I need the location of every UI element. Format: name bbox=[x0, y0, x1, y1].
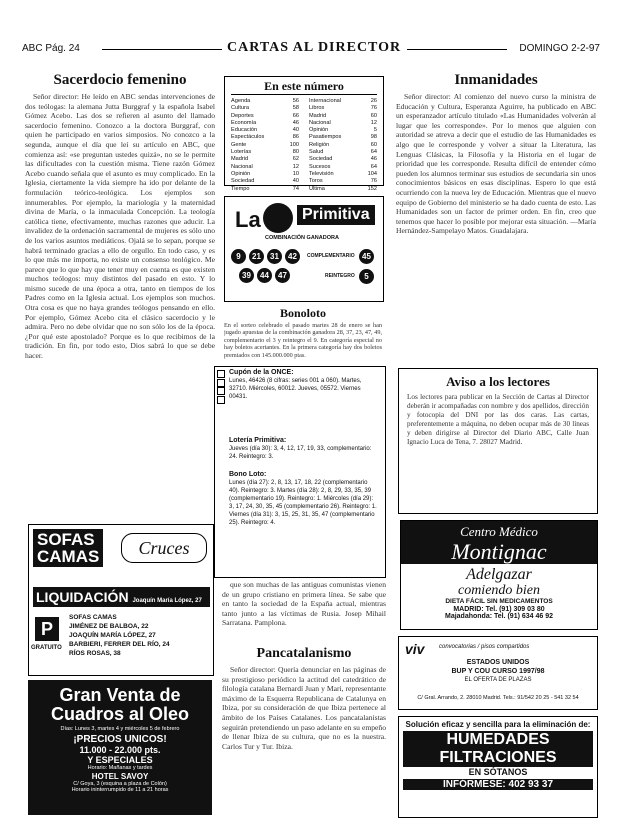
ad-cm-line1: Adelgazar bbox=[466, 566, 532, 583]
ad-hum-top: Solución eficaz y sencilla para la eliminación de: bbox=[405, 720, 591, 729]
article-body-pancatalanismo bbox=[222, 665, 386, 815]
index-row[interactable]: Nacional 12 bbox=[309, 119, 377, 126]
ad-sofas-address-item: JIMÉNEZ DE BALBOA, 22 bbox=[69, 623, 149, 630]
ad-hum-big2: FILTRACIONES bbox=[439, 749, 557, 766]
ad-sofas-line2: CAMAS bbox=[37, 547, 100, 566]
ad-sofas-addresses bbox=[69, 613, 209, 658]
ad-gv-horario: Horario: Mañanas y tardes bbox=[87, 765, 153, 771]
aviso-text: Los lectores para publicar en la Sección de Cartas al Director deberán ir acompañadas con nombre y dos apellidos, dirección y fotocopia del DNI por las dos caras. Las cartas, preferentemente a máquina, no deben ocupar más de 30 líneas y deben dirigirse al Director del Diario ABC, Calle Juan Ignacio Luca de Tena, 7. 28027 Madrid. bbox=[407, 393, 589, 446]
index-row[interactable]: Madrid 62 bbox=[231, 156, 299, 163]
ad-sofas-address-item: BARBIERI, FERRER DEL RÍO, 24 bbox=[69, 641, 170, 648]
bonoloto-results bbox=[229, 471, 379, 527]
article-title-sacerdocio: Sacerdocio femenino bbox=[53, 72, 187, 88]
ad-gv-hotel: HOTEL SAVOY bbox=[91, 772, 149, 781]
primitiva-ball: 31 bbox=[267, 249, 282, 264]
ad-sofas-headline bbox=[33, 529, 103, 567]
index-row[interactable]: Economía 46 bbox=[231, 119, 299, 126]
primitiva-results bbox=[229, 437, 379, 461]
primitiva-reint-label: REINTEGRO bbox=[325, 273, 355, 279]
page-header bbox=[22, 40, 600, 58]
article-paragraph: Señor director: Quería denunciar en las páginas de su prestigioso periódico la actitud del catedrático de filología catalana Bernardí Juan y Mari, representante máximo de la Esquerra Republicana de Catalunya en Ibiza, por su consideración de que Ibiza pertenece al ámbito de los Países Catalanes. Los pancatalanistas seguirán pretendiendo un paso adelante en su empeño de llenar Ibiza de su cultura, que no es la nuestra. Carlos Tur y Tur. Ibiza. bbox=[222, 665, 386, 751]
index-row[interactable]: Libros 76 bbox=[309, 105, 377, 112]
index-box bbox=[224, 76, 384, 192]
checkbox-icon bbox=[217, 387, 225, 395]
bonoloto-title: Bonoloto bbox=[279, 306, 326, 320]
index-row[interactable]: Salud 64 bbox=[309, 149, 377, 156]
ad-liquidacion-banner bbox=[33, 587, 210, 607]
index-row[interactable]: Deportes 66 bbox=[231, 112, 299, 119]
ad-hum-big1: HUMEDADES bbox=[446, 731, 550, 748]
index-row[interactable]: Internacional 26 bbox=[309, 98, 377, 104]
index-row[interactable]: Última 152 bbox=[309, 185, 377, 192]
article-continuation bbox=[222, 580, 386, 636]
article-title-pancatalanismo: Pancatalanismo bbox=[256, 646, 352, 661]
primitiva-subtitle: COMBINACIÓN GANADORA bbox=[265, 235, 339, 241]
index-row[interactable]: Sociedad 46 bbox=[309, 156, 377, 163]
section-title: CARTAS AL DIRECTOR bbox=[227, 40, 402, 55]
index-row[interactable]: Opinión 10 bbox=[231, 170, 299, 177]
index-row[interactable]: Madrid 60 bbox=[309, 112, 377, 119]
parking-icon: P bbox=[35, 617, 59, 641]
header-rule-right bbox=[407, 49, 507, 50]
once-results bbox=[229, 369, 379, 401]
primitiva-ball: 42 bbox=[285, 249, 300, 264]
once-text: Lunes, 46426 (8 cifras: series 001 a 060). Martes, 32710. Miércoles, 60012. Jueves, 05572. Viernes 00431. bbox=[229, 378, 362, 400]
index-row[interactable]: Loterías 80 bbox=[231, 149, 299, 156]
ad-humedades[interactable] bbox=[398, 716, 598, 818]
primitiva-numbers-row2 bbox=[239, 268, 290, 283]
index-row[interactable]: Televisión 104 bbox=[309, 170, 377, 177]
primitiva-comp-ball: 45 bbox=[359, 249, 374, 264]
article-body-sacerdocio bbox=[25, 92, 215, 510]
checkbox-icon bbox=[217, 379, 225, 387]
index-row[interactable]: Sociedad 40 bbox=[231, 178, 299, 185]
index-row[interactable]: Sucesos 64 bbox=[309, 163, 377, 170]
checkbox-icon bbox=[217, 370, 225, 378]
primitiva-box bbox=[224, 196, 384, 302]
checkbox-icon bbox=[217, 396, 225, 404]
ad-viv-estudios[interactable] bbox=[398, 636, 598, 710]
index-row[interactable]: Cultura 58 bbox=[231, 105, 299, 112]
ad-cruces-logo: Cruces bbox=[121, 533, 207, 563]
index-list-right bbox=[309, 98, 377, 193]
once-title: Cupón de la ONCE: bbox=[229, 369, 294, 376]
primitiva-logo-icon bbox=[263, 203, 293, 233]
aviso-title: Aviso a los lectores bbox=[446, 374, 550, 389]
ad-gv-title2: Cuadros al Oleo bbox=[50, 704, 190, 724]
bonoloto-results-text: Lunes (día 27): 2, 8, 13, 17, 18, 22 (complementario 40). Reintegro: 3. Martes (día 28): 2, 8, 29, 33, 35, 39 (complementario 19). Reintegro: 1. Miércoles (día 29): 3, 17, 24, 30, 35, 45 (complementario 26). Reintegro: 1. Viernes (día 31): 3, 15, 25, 31, 35, 47 (complementario 25). Reintegro: 4. bbox=[229, 480, 377, 526]
primitiva-ball: 9 bbox=[231, 249, 246, 264]
index-row[interactable]: Toros 76 bbox=[309, 178, 377, 185]
article-paragraph: Señor director: Al comienzo del nuevo curso la ministra de Educación y Cultura, Esperanza Aguirre, ha publicado en ABC un esperanzador artículo titulado «Las Humanidades volverán al lugar que les corresponde». Por lo menos que alguien con autoridad se atreva a decir que el estudio de las Humanidades es algo que le corresponde y volver a situar la Literatura, las Lenguas Clásicas, la Filosofía y la Historia en el lugar de prioridad que les corresponde. Resulta difícil de entender cómo pueden los alumnos terminar sus estudios de secundaria sin unos conocimientos básicos en esas disciplinas. Espero lo que está ocurriendo con la nueva ley de Educación. Mientras que el nuevo equipo de Gobierno del ministerio se ha dado cuenta de esto. Las Humanidades son un factor de primer orden. En fin, creo que tenemos que hacer lo posible por mejorar esta situación. —María Hernández-Sampelayo Matos. Guadalajara. bbox=[396, 92, 596, 236]
aviso-lectores-box bbox=[398, 368, 598, 514]
ad-liquidacion-address: Joaquín María López, 27 bbox=[132, 598, 202, 604]
ad-sofas-line1: SOFAS bbox=[37, 530, 95, 549]
ad-gv-precios: ¡PRECIOS UNICOS! bbox=[73, 734, 167, 745]
ad-hum-sub: EN SÓTANOS bbox=[468, 767, 528, 777]
primitiva-numbers-row1 bbox=[231, 249, 300, 264]
ad-viv-line3: EL OFERTA DE PLAZAS bbox=[464, 677, 532, 683]
ad-sofas-address-item: JOAQUÍN MARÍA LÓPEZ, 27 bbox=[69, 632, 156, 639]
ad-cm-line2: comiendo bien bbox=[457, 583, 541, 598]
ad-gv-range: 11.000 - 22.000 pts. bbox=[79, 745, 161, 755]
ad-liquidacion-label: LIQUIDACIÓN bbox=[36, 589, 129, 605]
index-row[interactable]: Pasatiempos 98 bbox=[309, 134, 377, 141]
header-rule-left bbox=[102, 49, 222, 50]
index-row[interactable]: Espectáculos 86 bbox=[231, 134, 299, 141]
ad-cm-brand: Montignac bbox=[451, 539, 547, 564]
bonoloto-results-title: Bono Loto: bbox=[229, 471, 267, 478]
primitiva-ball: 44 bbox=[257, 268, 272, 283]
ad-cm-tel1: MADRID: Tel. (91) 309 03 80 bbox=[453, 606, 545, 613]
article-paragraph: que son muchas de las antiguas comunistas vienen de un grupo cristiano en primera línea. Se sabe que en tanto la sociedad de la España actual, mientras tanto junto a las víctimas de Rusia. Josep Mihail Sarratana. Pamplona. bbox=[222, 580, 386, 628]
ad-gv-hours: Horario ininterrumpido de 11 a 21 horas bbox=[71, 787, 169, 793]
ad-gv-title1: Gran Venta de bbox=[59, 685, 181, 705]
page-number: ABC Pág. 24 bbox=[22, 43, 80, 54]
ad-gratuito: GRATUITO bbox=[31, 645, 62, 651]
ad-viv-brand: viv bbox=[405, 641, 425, 657]
primitiva-brand: Primitiva bbox=[297, 205, 375, 225]
index-list-left bbox=[231, 98, 299, 193]
index-row[interactable]: Agenda 56 bbox=[231, 98, 299, 104]
ad-viv-line2: BUP Y COU CURSO 1997/98 bbox=[451, 668, 545, 675]
primitiva-la: La bbox=[235, 207, 261, 232]
ad-cm-header bbox=[401, 521, 597, 564]
primitiva-results-title: Lotería Primitiva: bbox=[229, 437, 287, 444]
results-box bbox=[214, 366, 386, 578]
ad-viv-address: C/ Gral. Arrando, 2. 28010 Madrid. Tels.: 91/542 20 25 - 541 32 54 bbox=[417, 695, 579, 701]
index-row[interactable]: Opinión 5 bbox=[309, 127, 377, 134]
ad-sofas-address-item: RÍOS ROSAS, 38 bbox=[69, 650, 121, 657]
ad-cm-line3: DIETA FÁCIL SIN MEDICAMENTOS bbox=[445, 598, 553, 605]
bonoloto-text: En el sorteo celebrado el pasado martes 28 de enero se han jugado apuestas de la combinación ganadora 28, 37, 23, 47, 49, complementario el 3 y reintegro el 9. En categoría especial no hay boletos acertantes. En la primera categoría hay dos boletos premiados con 145.000.000 ptas. bbox=[224, 322, 382, 359]
ad-cm-top: Centro Médico bbox=[460, 524, 538, 539]
article-title-inmanidades: Inmanidades bbox=[454, 72, 538, 88]
index-row[interactable]: Nacional 12 bbox=[231, 163, 299, 170]
article-body-inmanidades bbox=[396, 92, 596, 362]
ad-hum-tel: INFÓRMESE: 402 93 37 bbox=[403, 779, 593, 790]
ad-gv-especiales: Y ESPECIALES bbox=[87, 755, 153, 765]
ad-sofas-camas[interactable] bbox=[28, 524, 214, 676]
ad-centro-medico-montignac[interactable] bbox=[400, 520, 598, 630]
ad-gran-venta-cuadros[interactable] bbox=[28, 680, 212, 815]
index-title: En este número bbox=[231, 79, 377, 95]
primitiva-comp-label: COMPLEMENTARIO bbox=[307, 253, 355, 259]
ad-gv-address: C/ Goya, 3 (esquina a plaza de Colón) bbox=[73, 781, 167, 787]
primitiva-reint-ball: 5 bbox=[359, 269, 374, 284]
index-row[interactable]: Educación 40 bbox=[231, 127, 299, 134]
issue-date: DOMINGO 2-2-97 bbox=[519, 43, 600, 54]
results-checkboxes bbox=[217, 370, 227, 410]
index-row[interactable]: Gente 100 bbox=[231, 141, 299, 148]
ad-gv-dates: Días: Lunes 3, martes 4 y miércoles 5 de febrero bbox=[60, 726, 180, 732]
ad-sofas-address-item: SOFAS CAMAS bbox=[69, 614, 117, 621]
ad-viv-line1: ESTADOS UNIDOS bbox=[466, 659, 530, 666]
primitiva-ball: 39 bbox=[239, 268, 254, 283]
index-row[interactable]: Tiempo 74 bbox=[231, 185, 299, 192]
index-row[interactable]: Religión 60 bbox=[309, 141, 377, 148]
primitiva-ball: 47 bbox=[275, 268, 290, 283]
primitiva-ball: 21 bbox=[249, 249, 264, 264]
primitiva-results-text: Jueves (día 30): 3, 4, 12, 17, 19, 33, complementario: 24. Reintegro: 3. bbox=[229, 446, 372, 460]
ad-viv-sub: convocatorias / pisos compartidos bbox=[439, 644, 530, 650]
article-paragraph: Señor director: He leído en ABC sendas intervenciones de dos teólogas: la alemana Jutta Burggraf y la española Isabel Gómez Acebo. Las dos se refieren al asunto del llamado sacerdocio femenino. Conozco a la doctora Burggraf, con quien he participado en varios simposios. No conozco a la segunda, aunque el día que leí su artículo en ABC, que comienza así: «se preguntan ustedes quizá», no se le permite las dificultades con la cuestión misma. Tiene razón Gómez Acebo cuando señala que el asunto es muy complicado. En la Iglesia, ciertamente la vida siempre ha ido por delante de la formulación teórico-teológica. Los ejemplos son innumerables. Por ejemplo, la mariología y la maternidad divina de María, o la inmaculada Concepción. La teología católica tiene, efectivamente, muchas razones que aducir. La invalidez de la ordenación sacramental de mujeres es sólo uno de los varios asuntos mediáticos. Ojalá se lo sepan, porque se habrá terminado gracias a ello de orgullo. En todo caso, y es lo que más me importa, no existe un consenso teológico. Me parece que lo que hay que tener muy en cuenta es que existen muchos teólogos: muy distintos del pasado en esto. Y lo mismo sucede de una época a otra, tanto en tiempos de los Padres como en la Iglesia actual. Los ejemplos son muchos. Otra cosa es que no haya grandes teólogos pensando en ello. Por ejemplo, Gómez Acebo cita el clásico sacerdocio y le admira. Pero no debe olvidar que no son sólo los de la época. ¿Por qué este apostolado? Porque es lo que recibimos de la tradición. En fin, por todo esto, Dios sabrá lo que se debe hacer. bbox=[25, 92, 215, 361]
ad-cm-tel2: Majadahonda: Tel. (91) 634 46 92 bbox=[444, 613, 554, 620]
